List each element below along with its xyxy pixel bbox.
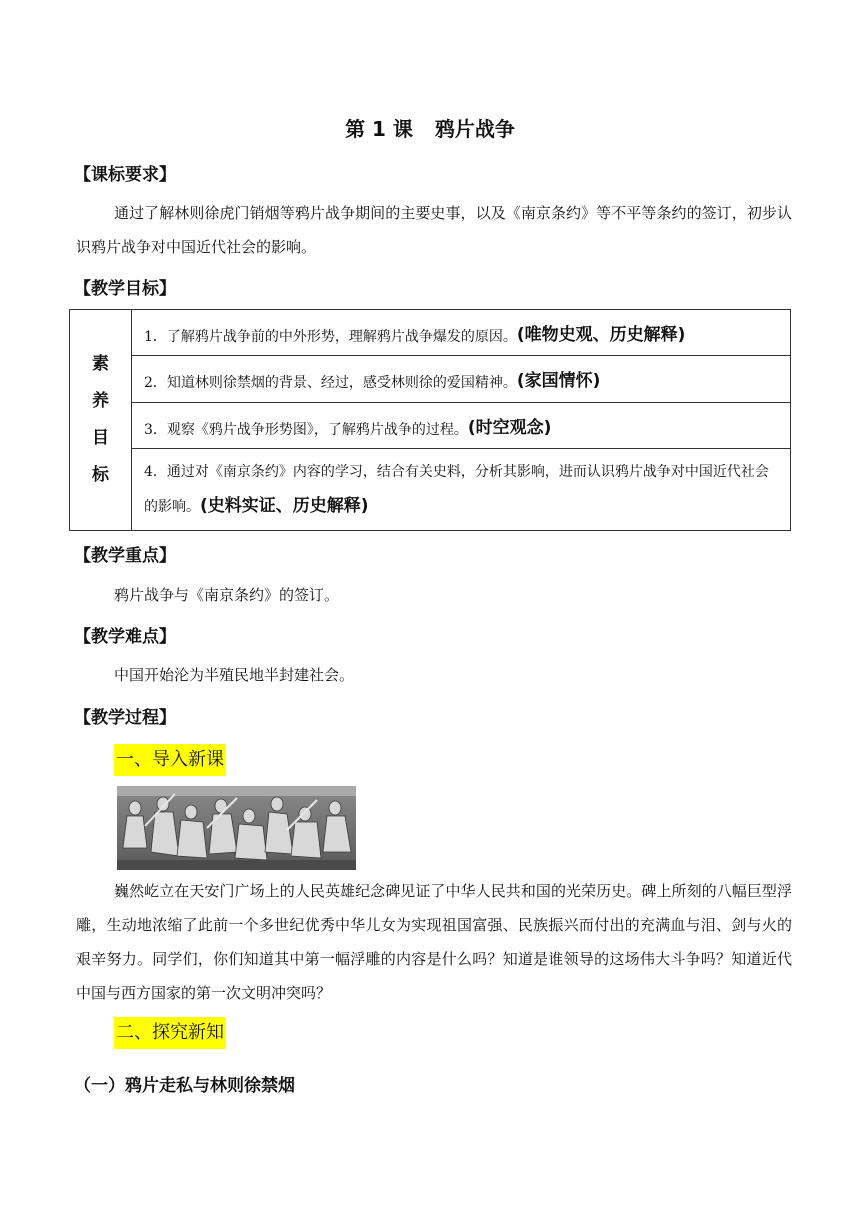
goal-tag: (唯物史观、历史解释) xyxy=(516,324,686,345)
goal-row-3 xyxy=(132,403,791,449)
objectives-table xyxy=(69,309,791,531)
subsection-heading: （一）鸦片走私与林则徐禁烟 xyxy=(74,1076,295,1096)
heading-curriculum: 【课标要求】 xyxy=(74,165,176,185)
goal-tag: (史料实证、历史解释) xyxy=(200,496,369,516)
label-char: 养 xyxy=(92,391,109,411)
key-points-text: 鸦片战争与《南京条约》的签订。 xyxy=(114,586,340,604)
label-char: 素 xyxy=(92,354,109,374)
goal-text: 4．通过对《南京条约》内容的学习，结合有关史料，分析其影响，进而认识鸦片战争对中国近代社会的影响。 xyxy=(144,464,769,515)
goal-text: 3．观察《鸦片战争形势图》，了解鸦片战争的过程。 xyxy=(144,421,468,438)
difficulties-text: 中国开始沦为半殖民地半封建社会。 xyxy=(114,666,355,684)
goal-text: 2．知道林则徐禁烟的背景、经过，感受林则徐的爱国精神。 xyxy=(144,375,517,391)
heading-process: 【教学过程】 xyxy=(74,708,176,728)
goal-tag: (家国情怀) xyxy=(516,371,601,391)
goal-row-1 xyxy=(132,310,791,356)
label-char: 目 xyxy=(92,428,109,448)
intro-text: 巍然屹立在天安门广场上的人民英雄纪念碑见证了中华人民共和国的光荣历史。碑上所刻的八幅巨型浮雕，生动地浓缩了此前一个多世纪优秀中华儿女为实现祖国富强、民族振兴而付出的充满血与泪、剑与火的艰辛努力。同学们，你们知道其中第一幅浮雕的内容是什么吗？知道是谁领导的这场伟大斗争吗？知道近代中国与西方国家的第一次文明冲突吗？ xyxy=(76,882,792,1002)
heading-difficulties: 【教学难点】 xyxy=(74,627,176,647)
step-intro-highlight: 一、导入新课 xyxy=(114,744,226,776)
curriculum-text: 通过了解林则徐虎门销烟等鸦片战争期间的主要史事，以及《南京条约》等不平等条约的签订，初步认识鸦片战争对中国近代社会的影响。 xyxy=(76,204,792,256)
heading-objectives: 【教学目标】 xyxy=(74,279,176,299)
literacy-goals-label xyxy=(70,310,132,531)
goal-row-4 xyxy=(132,449,791,531)
lesson-topic: 鸦片战争 xyxy=(434,117,515,141)
goal-row-2 xyxy=(132,356,791,403)
step-explore-highlight: 二、探究新知 xyxy=(114,1017,226,1049)
goal-tag: (时空观念) xyxy=(467,417,552,438)
label-char: 标 xyxy=(92,465,109,485)
lesson-number: 第 1 课 xyxy=(345,117,413,141)
heading-key-points: 【教学重点】 xyxy=(74,546,176,566)
page-title xyxy=(0,113,860,142)
relief-sculpture-photo xyxy=(117,786,356,870)
goal-text: 1．了解鸦片战争前的中外形势，理解鸦片战争爆发的原因。 xyxy=(144,328,517,345)
